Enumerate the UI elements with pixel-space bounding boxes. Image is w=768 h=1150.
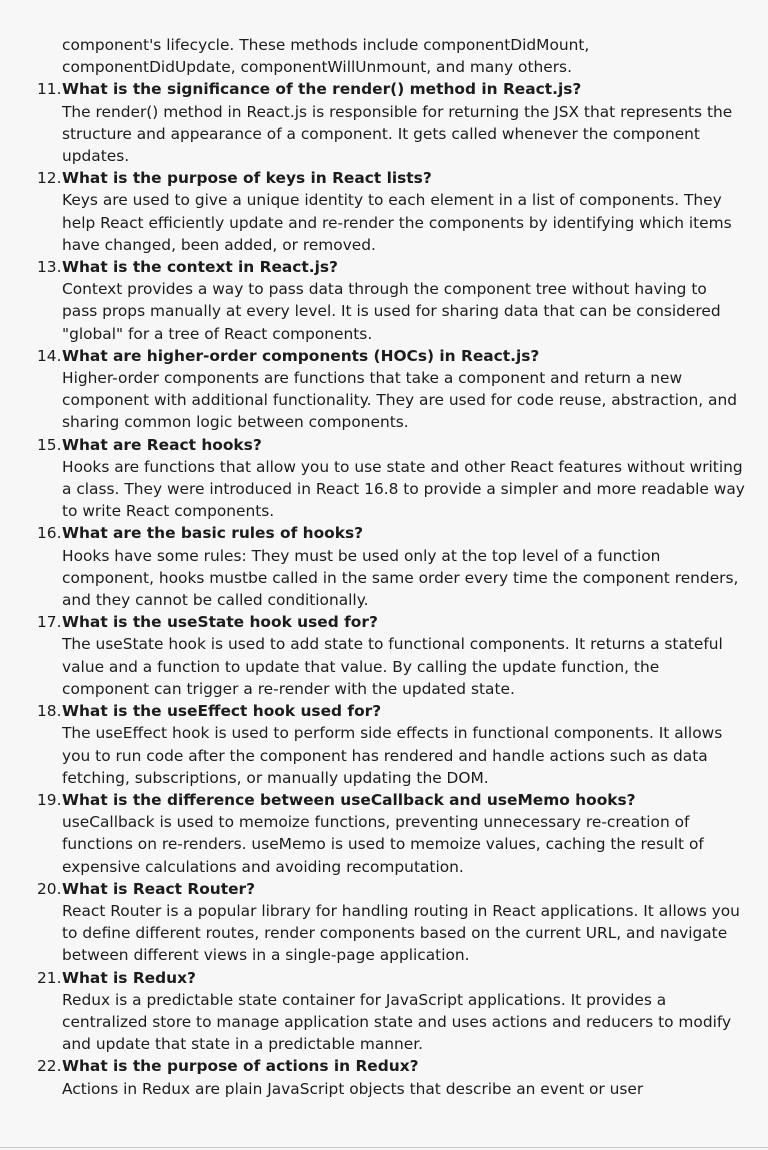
item-number: 16. bbox=[37, 524, 62, 543]
qa-list bbox=[0, 78, 746, 1099]
item-number: 18. bbox=[37, 702, 62, 721]
question-heading: What are the basic rules of hooks? bbox=[62, 524, 364, 543]
answer-text: The useEffect hook is used to perform side effects in functional components. It allows you to run code after the component has rendered and handle actions such as data fetching, subscriptions, or manually updating the DOM. bbox=[62, 724, 723, 787]
question-heading: What is Redux? bbox=[62, 968, 196, 987]
list-item bbox=[0, 78, 746, 167]
list-item bbox=[0, 256, 746, 345]
list-item bbox=[0, 700, 746, 789]
answer-text: Redux is a predictable state container for JavaScript applications. It provides a centralized store to manage application state and uses actions and reducers to modify and update that state in a predictable manner. bbox=[62, 990, 732, 1054]
list-item bbox=[0, 878, 746, 967]
list-item bbox=[0, 1055, 746, 1099]
item-number: 12. bbox=[37, 169, 62, 188]
question-heading: What is React Router? bbox=[62, 879, 256, 898]
answer-text: Actions in Redux are plain JavaScript objects that describe an event or user bbox=[62, 1079, 644, 1098]
answer-text: React Router is a popular library for handling routing in React applications. It allows you to define different routes, render components based on the current URL, and navigate between different views in a single-page application. bbox=[62, 901, 740, 965]
item-number: 19. bbox=[37, 790, 62, 809]
question-heading: What is the significance of the render() method in React.js? bbox=[62, 80, 582, 99]
list-item bbox=[0, 167, 746, 256]
item-number: 13. bbox=[37, 258, 62, 277]
lead-paragraph: component's lifecycle. These methods include componentDidMount, componentDidUpdate, componentWillUnmount, and many others. bbox=[62, 36, 590, 77]
answer-text: useCallback is used to memoize functions, preventing unnecessary re-creation of functions on re-renders. useMemo is used to memoize values, caching the result of expensive calculations and avoiding recomputation. bbox=[62, 813, 704, 876]
item-number: 15. bbox=[37, 435, 62, 454]
item-number: 17. bbox=[37, 613, 62, 632]
item-number: 21. bbox=[37, 968, 62, 987]
question-heading: What is the difference between useCallback and useMemo hooks? bbox=[62, 790, 636, 809]
list-item bbox=[0, 522, 746, 611]
answer-text: Context provides a way to pass data through the component tree without having to pass props manually at every level. It is used for sharing data that can be considered "global" for a tree of React components. bbox=[62, 280, 721, 343]
list-item bbox=[0, 345, 746, 434]
answer-text: The render() method in React.js is responsible for returning the JSX that represents the structure and appearance of a component. It gets called whenever the component updates. bbox=[62, 102, 733, 166]
answer-text: Higher-order components are functions that take a component and return a new component with additional functionality. They are used for code reuse, abstraction, and sharing common logic between components. bbox=[62, 369, 737, 432]
answer-text: The useState hook is used to add state to functional components. It returns a stateful value and a function to update that value. By calling the update function, the component can trigger a re-render with the updated state. bbox=[62, 635, 723, 698]
item-number: 22. bbox=[37, 1057, 62, 1076]
question-heading: What is the purpose of actions in Redux? bbox=[62, 1057, 419, 1076]
question-heading: What are React hooks? bbox=[62, 435, 262, 454]
question-heading: What is the useEffect hook used for? bbox=[62, 702, 382, 721]
list-item bbox=[0, 789, 746, 878]
list-item bbox=[0, 434, 746, 523]
question-heading: What are higher-order components (HOCs) in React.js? bbox=[62, 346, 540, 365]
list-item bbox=[0, 611, 746, 700]
item-number: 11. bbox=[37, 80, 62, 99]
question-heading: What is the context in React.js? bbox=[62, 258, 338, 277]
answer-text: Keys are used to give a unique identity to each element in a list of components. They help React efficiently update and re-render the components by identifying which items have changed, been added, or removed. bbox=[62, 191, 732, 254]
item-number: 20. bbox=[37, 879, 62, 898]
answer-text: Hooks have some rules: They must be used only at the top level of a function component, hooks mustbe called in the same order every time the component renders, and they cannot be called conditionally. bbox=[62, 546, 739, 610]
answer-text: Hooks are functions that allow you to use state and other React features without writing a class. They were introduced in React 16.8 to provide a simpler and more readable way to write React components. bbox=[62, 457, 745, 521]
page-bottom-divider bbox=[0, 1147, 768, 1148]
question-heading: What is the useState hook used for? bbox=[62, 613, 378, 632]
list-item bbox=[0, 967, 746, 1056]
item-number: 14. bbox=[37, 346, 62, 365]
question-heading: What is the purpose of keys in React lists? bbox=[62, 169, 432, 188]
